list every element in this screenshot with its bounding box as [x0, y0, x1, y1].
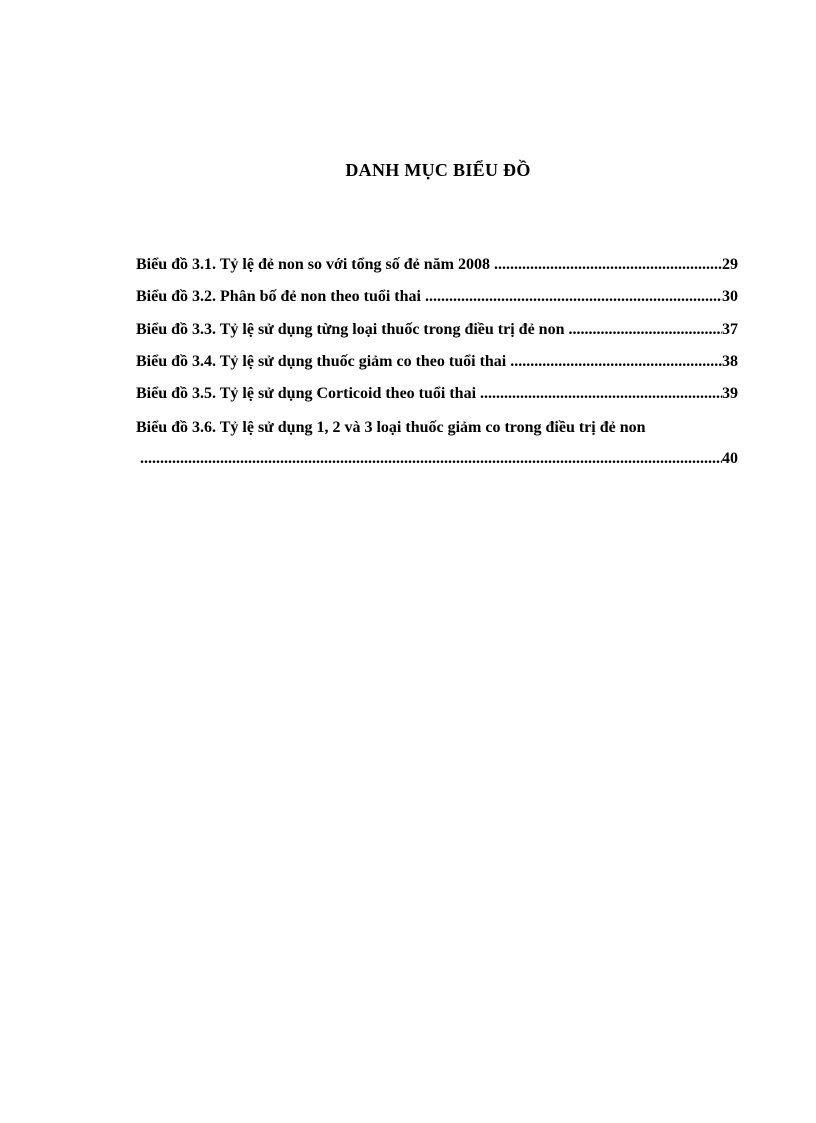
toc-entry-page: 39	[722, 385, 738, 403]
toc-entry-page: 37	[722, 320, 738, 338]
page-title: DANH MỤC BIỂU ĐỒ	[345, 160, 531, 180]
dot-leader	[506, 353, 722, 371]
toc-entry-page: 40	[722, 449, 738, 467]
toc-entry-page: 38	[722, 352, 738, 370]
toc-entry-label: Biểu đồ 3.6. Tỷ lệ sử dụng 1, 2 và 3 loại thuốc giảm co trong điều trị đẻ non	[136, 419, 646, 437]
toc-entry-3-4[interactable]	[136, 353, 738, 385]
toc-entry-label: Biểu đồ 3.3. Tỷ lệ sử dụng từng loại thuốc trong điều trị đẻ non	[136, 320, 565, 338]
table-of-figures	[136, 256, 738, 482]
toc-entry-label: Biểu đồ 3.5. Tỷ lệ sử dụng Corticoid theo tuổi thai	[136, 385, 477, 403]
toc-entry-continuation	[136, 450, 738, 482]
toc-entry-page: 30	[722, 288, 738, 306]
toc-entry-3-2[interactable]	[136, 288, 738, 320]
dot-leader	[564, 321, 722, 339]
dot-leader	[136, 450, 722, 468]
dot-leader	[476, 385, 722, 403]
toc-entry-page: 29	[722, 256, 738, 273]
dot-leader	[490, 256, 722, 274]
toc-entry-label: Biểu đồ 3.2. Phân bố đẻ non theo tuổi thai	[136, 288, 421, 306]
toc-entry-3-1[interactable]	[136, 256, 738, 288]
toc-entry-label: Biểu đồ 3.1. Tỷ lệ đẻ non so với tổng số đẻ năm 2008	[136, 256, 490, 273]
dot-leader	[421, 288, 722, 306]
toc-entry-3-6[interactable]	[136, 417, 738, 482]
toc-entry-3-5[interactable]	[136, 385, 738, 417]
toc-entry-label: Biểu đồ 3.4. Tỷ lệ sử dụng thuốc giảm co theo tuổi thai	[136, 352, 507, 370]
toc-entry-3-3[interactable]	[136, 321, 738, 353]
